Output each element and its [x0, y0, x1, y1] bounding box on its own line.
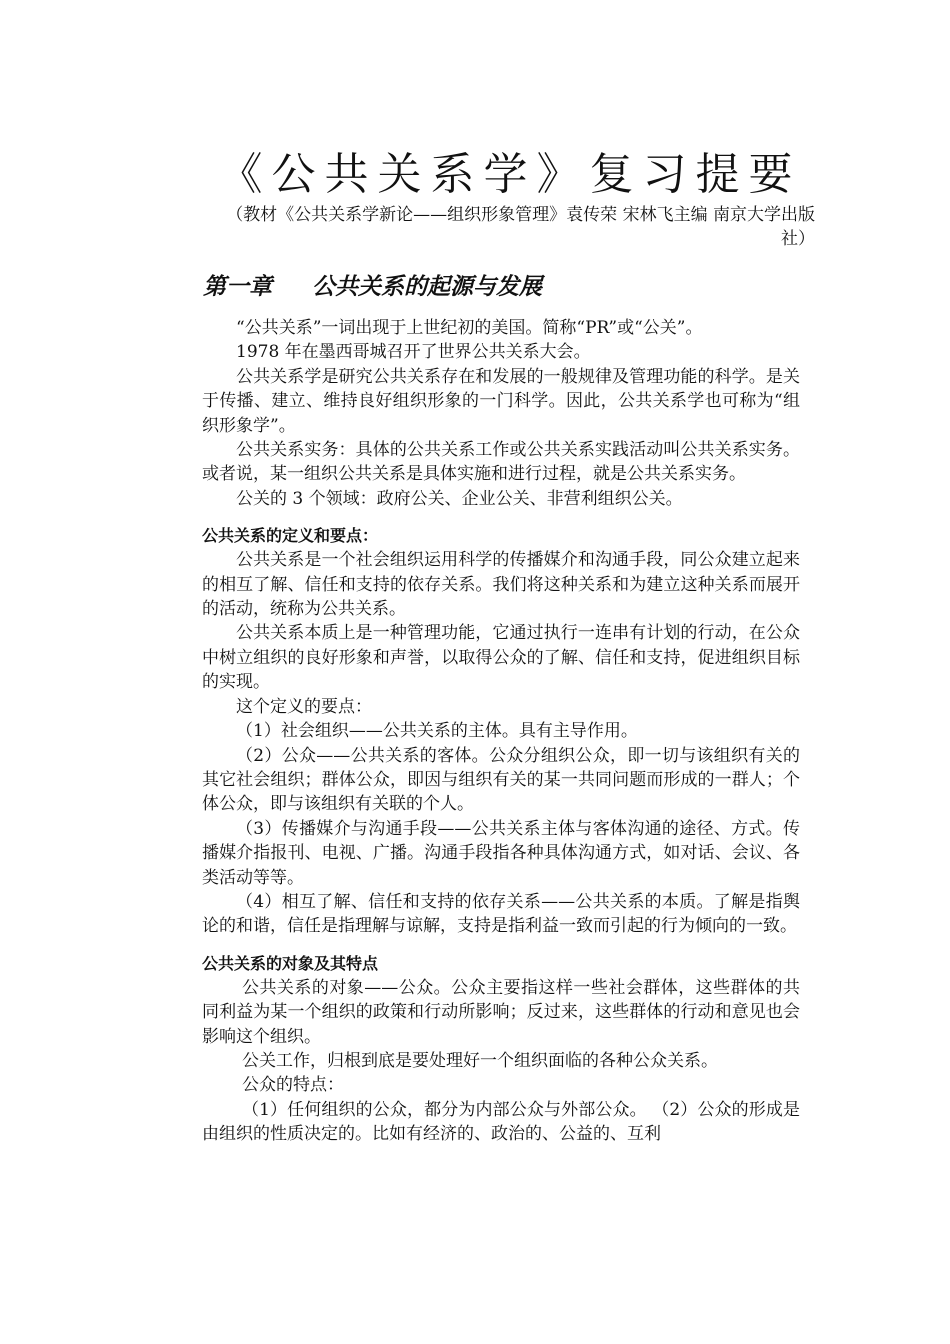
- section-paragraph: 这个定义的要点：: [236, 696, 372, 717]
- section-paragraph: 公共关系是一个社会组织运用科学的传播媒介和沟通手段，同公众建立起来的相互了解、信任和支持的依存关系。我们将这种关系和为建立这种关系而展开的活动，统称为公共关系。: [202, 550, 800, 620]
- document-body: [202, 316, 800, 1147]
- intro-paragraph: 1978 年在墨西哥城召开了世界公共关系大会。: [236, 342, 591, 363]
- section-paragraph: 公众的特点：: [242, 1075, 344, 1096]
- list-item: （2）公众——公共关系的客体。公众分组织公众，即一切与该组织有关的其它社会组织；群体公众，即因与组织有关的某一共同问题而形成的一群人；个体公众，即与该组织有关联的个人。: [202, 745, 800, 815]
- section-paragraph: 公共关系本质上是一种管理功能，它通过执行一连串有计划的行动，在公众中树立组织的良好形象和声誉，以取得公众的了解、信任和支持，促进组织目标的实现。: [202, 623, 800, 693]
- list-item: （3）传播媒介与沟通手段——公共关系主体与客体沟通的途径、方式。传播媒介指报刊、电视、广播。沟通手段指各种具体沟通方式，如对话、会议、各类活动等等。: [202, 818, 800, 888]
- chapter-name: 公共关系的起源与发展: [312, 273, 542, 300]
- chapter-heading: [203, 268, 542, 301]
- section-heading-definition: 公共关系的定义和要点：: [202, 526, 379, 546]
- intro-paragraph: “公共关系”一词出现于上世纪初的美国。简称“PR”或“公关”。: [236, 318, 703, 338]
- list-item: （4）相互了解、信任和支持的依存关系——公共关系的本质。了解是指舆论的和谐，信任是指理解与谅解，支持是指利益一致而引起的行为倾向的一致。: [202, 891, 800, 937]
- chapter-number: 第一章: [203, 273, 272, 300]
- document-title: 《公共关系学》复习提要: [218, 149, 802, 200]
- list-item: （1）任何组织的公众，都分为内部公众与外部公众。 （2）公众的形成是由组织的性质决定的。比如有经济的、政治的、公益的、互利: [202, 1099, 800, 1145]
- section-heading-object: 公共关系的对象及其特点: [202, 953, 379, 973]
- document-subtitle: （教材《公共关系学新论——组织形象管理》袁传荣 宋林飞主编 南京大学出版社）: [226, 205, 815, 249]
- intro-paragraph: 公关的 3 个领域：政府公关、企业公关、非营利组织公关。: [236, 488, 683, 509]
- section-paragraph: 公共关系的对象——公众。公众主要指这样一些社会群体，这些群体的共同利益为某一个组织的政策和行动所影响；反过来，这些群体的行动和意见也会影响这个组织。: [202, 977, 800, 1047]
- list-item: （1）社会组织——公共关系的主体。具有主导作用。: [236, 721, 638, 742]
- section-paragraph: 公关工作，归根到底是要处理好一个组织面临的各种公众关系。: [242, 1050, 718, 1071]
- intro-paragraph: 公共关系学是研究公共关系存在和发展的一般规律及管理功能的科学。是关于传播、建立、维持良好组织形象的一门科学。因此，公共关系学也可称为“组织形象学”。: [202, 366, 800, 436]
- intro-paragraph: 公共关系实务：具体的公共关系工作或公共关系实践活动叫公共关系实务。或者说，某一组织公共关系是具体实施和进行过程，就是公共关系实务。: [202, 440, 800, 485]
